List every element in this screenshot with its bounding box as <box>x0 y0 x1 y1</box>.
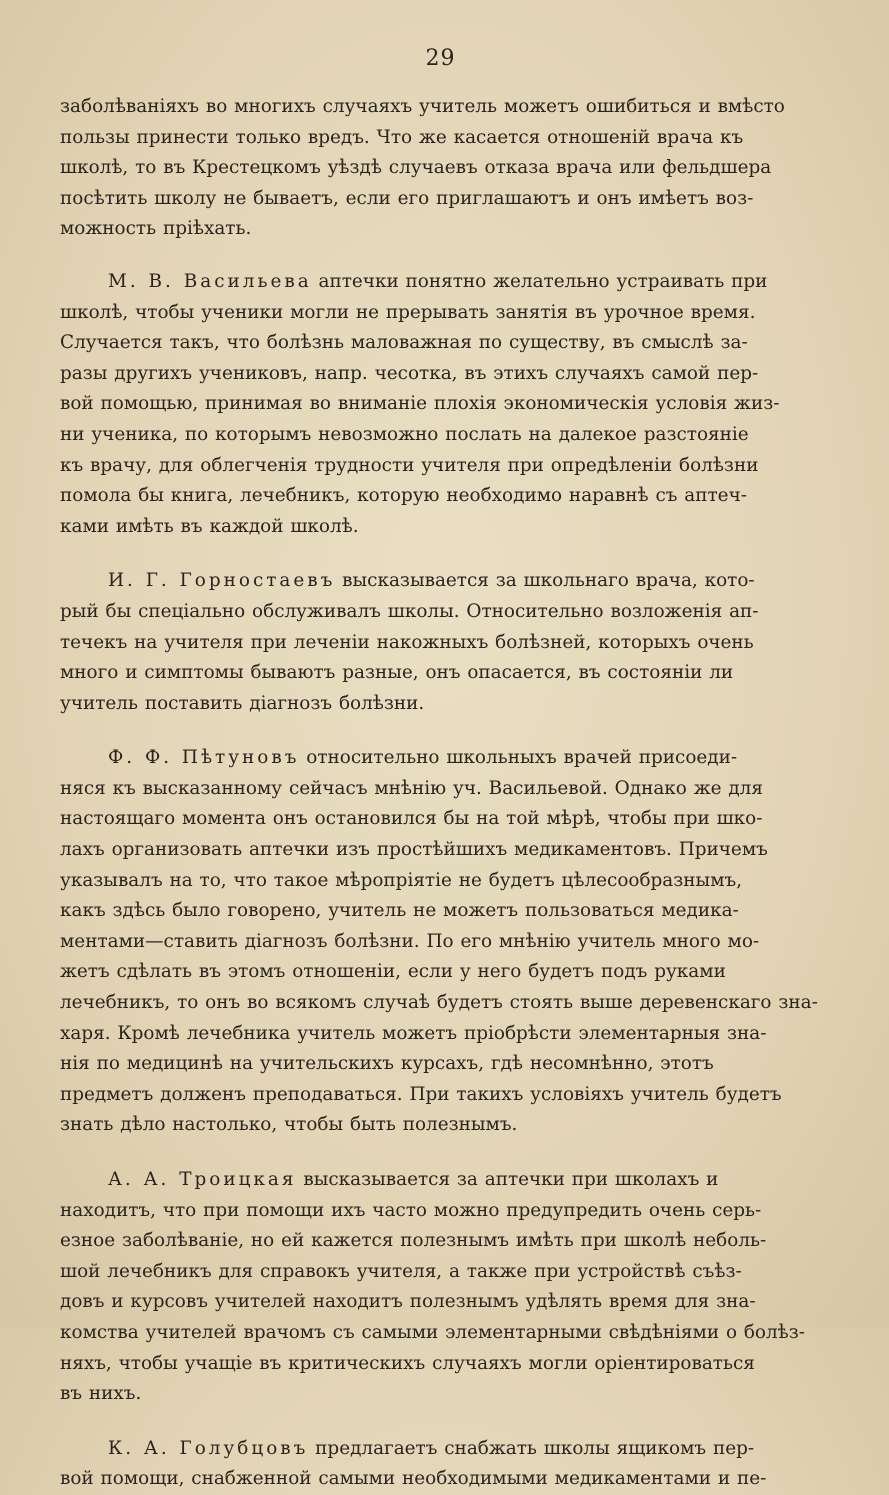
text-line <box>60 451 821 482</box>
text-line <box>60 597 821 628</box>
line-text: довъ и курсовъ учителей находитъ полезнымъ удѣлять время для зна- <box>60 1291 756 1313</box>
line-text: находитъ, что при помощи ихъ часто можно предупредить очень серь- <box>60 1199 762 1221</box>
text-line <box>60 1318 821 1349</box>
text-line <box>60 328 821 359</box>
text-line <box>60 481 821 512</box>
text-line <box>60 804 821 835</box>
text-line <box>60 1379 821 1410</box>
text-line <box>60 184 821 215</box>
text-line <box>60 628 821 659</box>
line-text: разы другихъ учениковъ, напр. чесотка, въ этихъ случаяхъ самой пер- <box>60 362 759 384</box>
text-line <box>60 359 821 390</box>
paragraph <box>60 743 821 1141</box>
line-text: высказывается за аптечки при школахъ и <box>296 1169 719 1190</box>
text-line <box>60 1464 821 1495</box>
line-text: въ нихъ. <box>60 1383 142 1405</box>
paragraph <box>60 1165 821 1410</box>
line-text: вой помощи, снабженной самыми необходимыми медикаментами и пе- <box>60 1468 767 1490</box>
text-line <box>60 512 821 543</box>
text-line <box>60 689 821 720</box>
line-text: посѣтить школу не бываетъ, если его приглашаютъ и онъ имѣетъ воз- <box>60 187 754 209</box>
text-body <box>60 92 821 1495</box>
line-text: школѣ, чтобы ученики могли не прерывать занятія въ урочное время. <box>60 301 756 323</box>
line-text: ками имѣть въ каждой школѣ. <box>60 515 359 537</box>
line-text: вой помощью, принимая во вниманіе плохія экономическія условія жиз- <box>60 393 780 415</box>
line-text: много и симптомы бываютъ разные, онъ опасается, въ состояніи ли <box>60 662 734 684</box>
line-text: няхъ, чтобы учащіе въ критическихъ случаяхъ могли оріентироваться <box>60 1352 755 1374</box>
line-text: предлагаетъ снабжать школы ящикомъ пер- <box>308 1437 755 1459</box>
line-text: къ врачу, для облегченія трудности учителя при опредѣленіи болѣзни <box>60 454 759 476</box>
text-line <box>60 866 821 897</box>
text-line <box>60 743 821 774</box>
line-text: комства учителей врачомъ съ самыми элементарными свѣдѣніями о болѣз- <box>60 1321 806 1343</box>
line-text: настоящаго момента онъ остановился бы на той мѣрѣ, чтобы при шко- <box>60 808 763 830</box>
text-line <box>60 896 821 927</box>
speaker-name: И. Г. Горностаевъ <box>108 570 336 592</box>
line-text: школѣ, то въ Крестецкомъ уѣздѣ случаевъ отказа врача или фельдшера <box>60 157 772 179</box>
text-line <box>60 1226 821 1257</box>
speaker-name: К. А. Голубцовъ <box>108 1437 309 1459</box>
paragraph <box>60 267 821 542</box>
line-text: помола бы книга, лечебникъ, которую необходимо наравнѣ съ аптеч- <box>60 485 747 507</box>
line-text: течекъ на учителя при леченіи накожныхъ болѣзней, которыхъ очень <box>60 631 754 653</box>
line-text: лахъ организовать аптечки изъ простѣйшихъ медикаментовъ. Причемъ <box>60 839 768 861</box>
line-text: жетъ сдѣлать въ этомъ отношеніи, если у него будетъ подъ руками <box>60 961 726 983</box>
text-line <box>60 389 821 420</box>
text-line <box>60 1165 821 1196</box>
line-text: езное заболѣваніе, но ей кажется полезнымъ имѣть при школѣ неболь- <box>60 1230 767 1252</box>
line-text: относительно школьныхъ врачей присоеди- <box>299 747 738 769</box>
line-text: нія по медицинѣ на учительскихъ курсахъ, гдѣ несомнѣнно, этотъ <box>60 1053 714 1075</box>
line-text: Случается такъ, что болѣзнь маловажная по существу, въ смыслѣ за- <box>60 332 748 354</box>
line-text: какъ здѣсь было говорено, учитель не можетъ пользоваться медика- <box>60 900 739 922</box>
text-line <box>60 835 821 866</box>
text-line <box>60 957 821 988</box>
line-text: ментами—ставить діагнозъ болѣзни. По его мнѣнію учитель много мо- <box>60 930 760 952</box>
text-line <box>60 92 821 123</box>
speaker-name: М. В. Васильева <box>108 270 312 292</box>
text-line <box>60 1257 821 1288</box>
line-text: можность пріѣхать. <box>60 218 252 240</box>
text-line <box>60 1196 821 1227</box>
text-line <box>60 566 821 597</box>
line-text: няся къ высказанному сейчасъ мнѣнію уч. Васильевой. Однако же для <box>60 777 763 799</box>
text-line <box>60 927 821 958</box>
line-text: харя. Кромѣ лечебника учитель можетъ пріобрѣсти элементарныя зна- <box>60 1022 767 1044</box>
text-line <box>60 1080 821 1111</box>
line-text: аптечки понятно желательно устраивать при <box>311 270 768 292</box>
text-line <box>60 420 821 451</box>
text-line <box>60 658 821 689</box>
paragraph <box>60 566 821 719</box>
line-text: пользы принести только вредъ. Что же касается отношеній врача къ <box>60 126 744 148</box>
line-text: заболѣваніяхъ во многихъ случаяхъ учитель можетъ ошибиться и вмѣсто <box>60 96 785 117</box>
paragraph <box>60 92 821 245</box>
text-line <box>60 1019 821 1050</box>
text-line <box>60 1110 821 1141</box>
line-text: знать дѣло настолько, чтобы быть полезнымъ. <box>60 1114 518 1136</box>
line-text: высказывается за школьнаго врача, кото- <box>335 570 755 592</box>
page-number: 29 <box>425 46 456 71</box>
text-line <box>60 1287 821 1318</box>
line-text: предметъ долженъ преподаваться. При такихъ условіяхъ учитель будетъ <box>60 1083 782 1105</box>
line-text: рый бы спеціально обслуживалъ школы. Относительно возложенія ап- <box>60 600 759 622</box>
text-line <box>60 774 821 805</box>
line-text: учитель поставить діагнозъ болѣзни. <box>60 692 425 714</box>
text-line <box>60 1349 821 1380</box>
text-line <box>60 1434 821 1465</box>
line-text: указывалъ на то, что такое мѣропріятіе не будетъ цѣлесообразнымъ, <box>60 869 743 891</box>
text-line <box>60 267 821 298</box>
text-line <box>60 123 821 154</box>
text-line <box>60 153 821 184</box>
line-text: шой лечебникъ для справокъ учителя, а также при устройствѣ съѣз- <box>60 1260 742 1282</box>
text-line <box>60 298 821 329</box>
paragraph <box>60 1434 821 1495</box>
line-text: лечебникъ, то онъ во всякомъ случаѣ будетъ стоять выше деревенскаго зна- <box>60 992 818 1014</box>
line-text: ни ученика, по которымъ невозможно послать на далекое разстояніе <box>60 423 749 445</box>
text-line <box>60 1049 821 1080</box>
text-line <box>60 988 821 1019</box>
speaker-name: А. А. Троицкая <box>108 1169 297 1190</box>
text-line <box>60 214 821 245</box>
speaker-name: Ф. Ф. Пѣтуновъ <box>108 747 300 769</box>
